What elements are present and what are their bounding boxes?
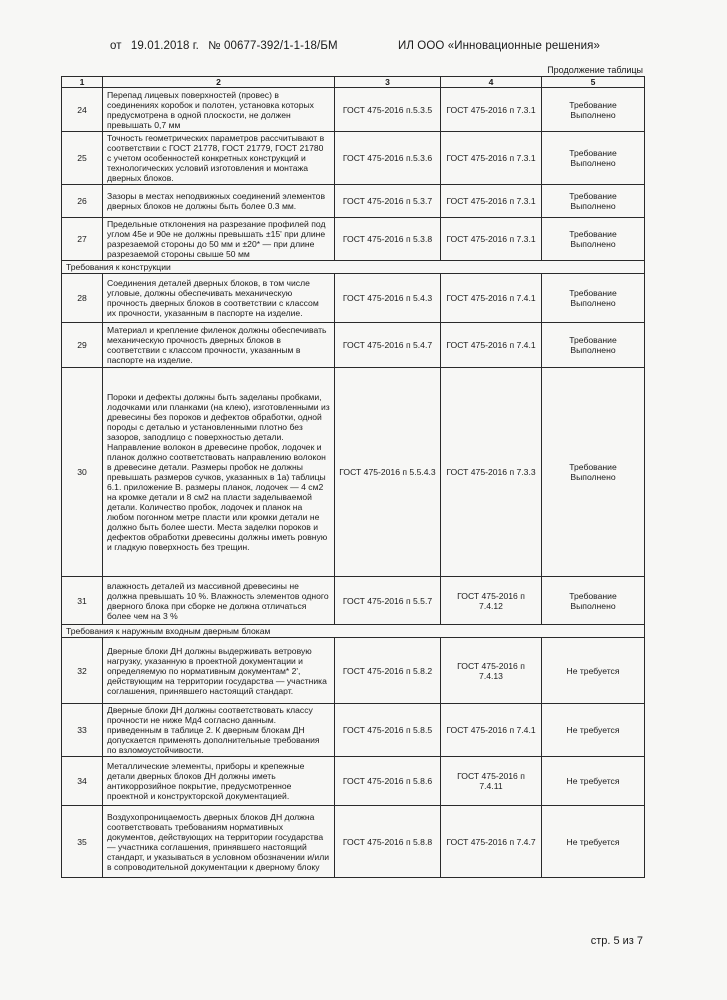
protocol-number: № 00677-392/1-1-18/БМ (208, 40, 338, 52)
requirement-text: Соединения деталей дверных блоков, в том числе угловые, должны обеспечивать механическую прочность дверных блоков в соответствии с классом их прочности, указанным в паспорте на изделие. (103, 274, 335, 323)
requirements-rows (62, 88, 645, 878)
requirement-text: Точность геометрических параметров рассчитывают в соответствии с ГОСТ 21778, ГОСТ 21779, ГОСТ 21780 с учетом особенностей конкретных конструкций и технологических условий изготовления и монтажа дверных блоков. (103, 132, 335, 185)
normative-reference: ГОСТ 475-2016 п 5.8.5 (335, 704, 441, 757)
test-method-reference: ГОСТ 475-2016 п 7.4.7 (441, 806, 542, 878)
table-row (62, 368, 645, 577)
test-method-reference: ГОСТ 475-2016 п 7.3.1 (441, 88, 542, 132)
row-number: 33 (62, 704, 103, 757)
test-method-reference: ГОСТ 475-2016 п 7.4.11 (441, 757, 542, 806)
normative-reference: ГОСТ 475-2016 п 5.4.7 (335, 323, 441, 368)
compliance-result: Требование Выполнено (542, 323, 645, 368)
normative-reference: ГОСТ 475-2016 п.5.3.6 (335, 132, 441, 185)
row-number: 25 (62, 132, 103, 185)
requirement-text: Перепад лицевых поверхностей (провес) в соединениях коробок и полотен, установка которых предусмотрена в одной плоскости, не должен превышать 0,7 мм (103, 88, 335, 132)
table-row (62, 638, 645, 704)
compliance-result: Требование Выполнено (542, 185, 645, 218)
test-method-reference: ГОСТ 475-2016 п 7.3.3 (441, 368, 542, 577)
section-header-row (62, 261, 645, 274)
row-number: 34 (62, 757, 103, 806)
test-method-reference: ГОСТ 475-2016 п 7.3.1 (441, 132, 542, 185)
table-row (62, 274, 645, 323)
normative-reference: ГОСТ 475-2016 п 5.4.3 (335, 274, 441, 323)
requirement-text: Зазоры в местах неподвижных соединений элементов дверных блоков не должны быть более 0.3 мм. (103, 185, 335, 218)
compliance-result: Требование Выполнено (542, 274, 645, 323)
compliance-result: Не требуется (542, 806, 645, 878)
requirement-text: Дверные блоки ДН должны соответствовать классу прочности не ниже Мд4 согласно данным. приведенным в таблице 2. К дверным блокам ДН допускается применять дополнительные требования по взломоустойчивости. (103, 704, 335, 757)
row-number: 35 (62, 806, 103, 878)
normative-reference: ГОСТ 475-2016 п 5.8.6 (335, 757, 441, 806)
compliance-result: Требование Выполнено (542, 88, 645, 132)
row-number: 30 (62, 368, 103, 577)
section-title: Требования к наружным входным дверным блокам (62, 625, 645, 638)
requirements-table (61, 76, 645, 878)
normative-reference: ГОСТ 475-2016 п 5.5.7 (335, 577, 441, 625)
row-number: 28 (62, 274, 103, 323)
normative-reference: ГОСТ 475-2016 п 5.3.8 (335, 218, 441, 261)
organization-name: ИЛ ООО «Инновационные решения» (398, 40, 600, 52)
normative-reference: ГОСТ 475-2016 п 5.8.2 (335, 638, 441, 704)
normative-reference: ГОСТ 475-2016 п 5.5.4.3 (335, 368, 441, 577)
section-header-row (62, 625, 645, 638)
requirement-text: влажность деталей из массивной древесины не должна превышать 10 %. Влажность элементов одного дверного блока при сборке не должна отличаться более чем на 3 % (103, 577, 335, 625)
compliance-result: Требование Выполнено (542, 577, 645, 625)
requirement-text: Материал и крепление филенок должны обеспечивать механическую прочность дверных блоков в соответствии с классом прочности, указанным в паспорте на изделие. (103, 323, 335, 368)
table-row (62, 704, 645, 757)
row-number: 29 (62, 323, 103, 368)
column-number: 2 (103, 77, 335, 88)
row-number: 32 (62, 638, 103, 704)
requirement-text: Пороки и дефекты должны быть заделаны пробками, лодочками или планками (на клею), изготовленными из древесины без пороков и дефектов обработки, одной породы с деталью и установленными плотно без зазоров, заподлицо с поверхностью детали. Направление волокон в древесине пробок, лодочек и планок должно соответствовать направлению волокон в древесине детали. Размеры пробок не должны превышать размеров сучков, указанных в 1а) таблицы 6.1. приложение В. размеры планок, лодочек — 4 см2 на кромке детали и 8 см2 на пласти заделываемой детали. Количество пробок, лодочек и планок на любом погонном метре пласти или кромки детали не должно быть более шести. Места заделки пороков и дефектов обработки древесины должны иметь ровную и гладкую поверхность без трещин. (103, 368, 335, 577)
test-method-reference: ГОСТ 475-2016 п 7.4.13 (441, 638, 542, 704)
date-prefix: от (110, 40, 122, 52)
section-title: Требования к конструкции (62, 261, 645, 274)
protocol-date: 19.01.2018 г. (130, 40, 199, 52)
row-number: 24 (62, 88, 103, 132)
column-number: 3 (335, 77, 441, 88)
normative-reference: ГОСТ 475-2016 п 5.8.8 (335, 806, 441, 878)
table-row (62, 132, 645, 185)
page-number: стр. 5 из 7 (590, 935, 643, 947)
compliance-result: Не требуется (542, 757, 645, 806)
row-number: 26 (62, 185, 103, 218)
test-method-reference: ГОСТ 475-2016 п 7.4.12 (441, 577, 542, 625)
row-number: 27 (62, 218, 103, 261)
compliance-result: Требование Выполнено (542, 218, 645, 261)
compliance-result: Не требуется (542, 638, 645, 704)
row-number: 31 (62, 577, 103, 625)
table-row (62, 757, 645, 806)
table-row (62, 577, 645, 625)
table-row (62, 218, 645, 261)
requirement-text: Предельные отклонения на разрезание профилей под углом 45е и 90е не должны превышать ±15' при длине разрезаемой стороны до 50 мм и ±20* — при длине разрезаемой стороны свыше 50 мм (103, 218, 335, 261)
requirement-text: Дверные блоки ДН должны выдерживать ветровую нагрузку, указанную в проектной документации и определяемую по нормативным документам* 2', действующим на территории государства — участника соглашения, принявшего настоящий стандарт. (103, 638, 335, 704)
table-row (62, 185, 645, 218)
table-row (62, 806, 645, 878)
column-number: 1 (62, 77, 103, 88)
test-method-reference: ГОСТ 475-2016 п 7.4.1 (441, 704, 542, 757)
table-row (62, 88, 645, 132)
compliance-result: Требование Выполнено (542, 132, 645, 185)
normative-reference: ГОСТ 475-2016 п.5.3.5 (335, 88, 441, 132)
requirement-text: Металлические элементы, приборы и крепежные детали дверных блоков ДН должны иметь антикоррозийное покрытие, предусмотренное проектной и конструкторской документацией. (103, 757, 335, 806)
normative-reference: ГОСТ 475-2016 п 5.3.7 (335, 185, 441, 218)
column-number: 5 (542, 77, 645, 88)
test-method-reference: ГОСТ 475-2016 п 7.3.1 (441, 185, 542, 218)
protocol-reference (110, 40, 344, 52)
table-row (62, 323, 645, 368)
column-number-row (62, 77, 645, 88)
compliance-result: Не требуется (542, 704, 645, 757)
continuation-label: Продолжение таблицы (547, 65, 643, 75)
test-method-reference: ГОСТ 475-2016 п 7.3.1 (441, 218, 542, 261)
test-method-reference: ГОСТ 475-2016 п 7.4.1 (441, 323, 542, 368)
compliance-result: Требование Выполнено (542, 368, 645, 577)
column-number: 4 (441, 77, 542, 88)
test-method-reference: ГОСТ 475-2016 п 7.4.1 (441, 274, 542, 323)
requirement-text: Воздухопроницаемость дверных блоков ДН должна соответствовать требованиям нормативных документов, действующих на территории государства — участника соглашения, принявшего настоящий стандарт, и указываться в условном обозначении и/или в сопроводительной документации к дверному блоку (103, 806, 335, 878)
